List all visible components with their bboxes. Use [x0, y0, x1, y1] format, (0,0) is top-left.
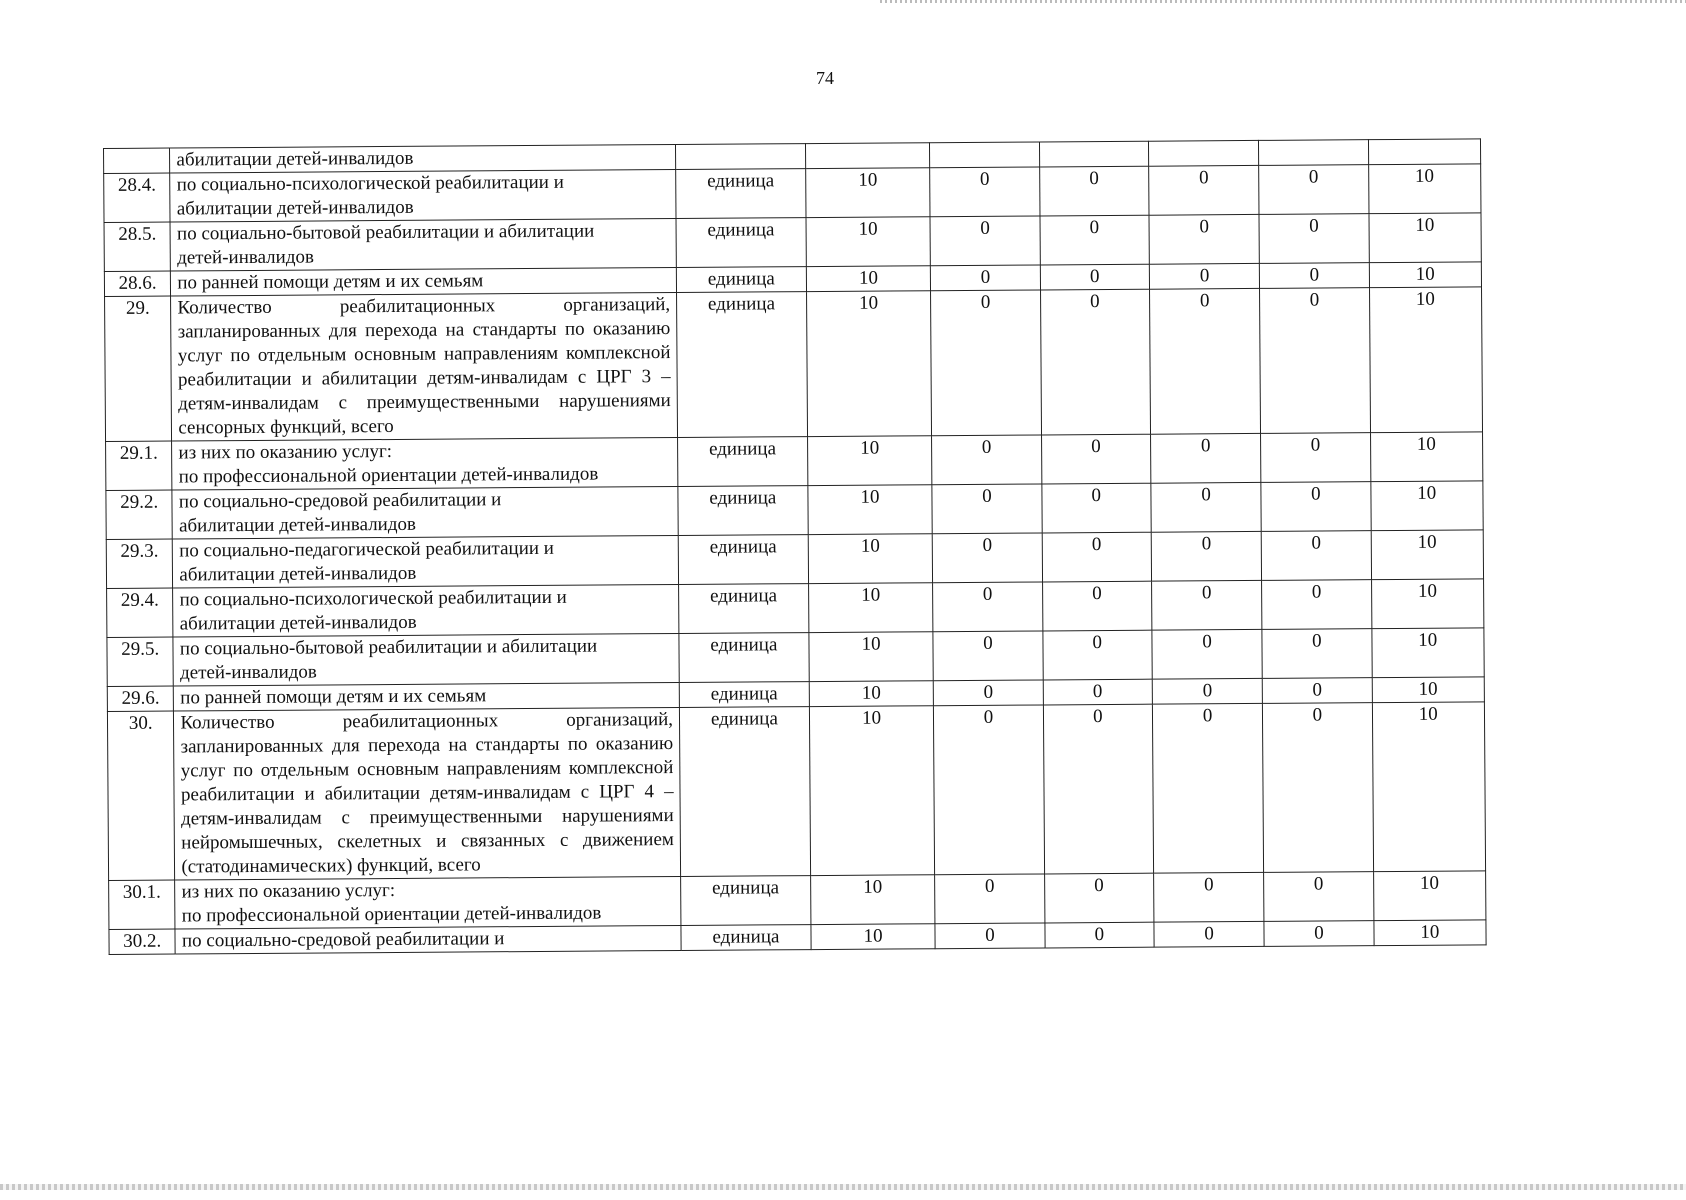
row-value-6: 10 [1369, 213, 1482, 263]
description-line: по ранней помощи детям и их семьям [180, 685, 487, 709]
row-value-3: 0 [1040, 215, 1150, 265]
row-value-3: 0 [1042, 483, 1152, 533]
row-value-4: 0 [1151, 482, 1262, 532]
row-value-2: 0 [933, 533, 1043, 583]
row-value-6: 10 [1372, 677, 1485, 703]
row-value-1: 10 [809, 706, 935, 876]
row-value-3: 0 [1043, 630, 1153, 680]
row-value-6: 10 [1370, 481, 1483, 531]
row-unit: единица [678, 486, 808, 536]
row-value-5: 0 [1262, 678, 1371, 704]
row-value-1: 10 [805, 168, 930, 218]
row-description [174, 707, 681, 880]
row-value-5: 0 [1264, 872, 1374, 922]
row-value-5: 0 [1262, 580, 1372, 630]
description-line: детей-инвалидов [177, 246, 315, 269]
table-row [105, 287, 1483, 442]
row-number: 29.4. [107, 588, 174, 637]
row-value-2: 0 [934, 680, 1043, 706]
row-number: 30.2. [109, 929, 176, 954]
scan-edge-bottom [0, 1184, 1686, 1190]
row-value-5: 0 [1259, 214, 1369, 264]
row-value-5: 0 [1261, 433, 1371, 483]
row-value-2 [930, 142, 1039, 168]
row-value-3: 0 [1040, 264, 1149, 290]
row-description [175, 925, 681, 954]
row-value-3: 0 [1044, 873, 1154, 923]
row-value-1: 10 [809, 632, 934, 682]
page-number: 74 [816, 68, 834, 88]
table-body [104, 139, 1487, 955]
row-number: 29.1. [106, 441, 173, 490]
description-line: по социально-психологической реабилитации и [176, 171, 564, 196]
row-description [172, 437, 678, 490]
description-line: Количество реабилитационных организаций, запланированных для перехода на стандарты по оказанию услуг по отдельным основным направлениям комплексной реабилитации и абилитации детям-инвалидам с ЦРГ 3 – детям-инвалидам с преимущественными нарушениями сенсорных функций, всего [177, 294, 671, 439]
row-value-1: 10 [808, 534, 933, 584]
description-line: из них по оказанию услуг: [181, 879, 396, 903]
description-line: Количество реабилитационных организаций, запланированных для перехода на стандарты по оказанию услуг по отдельным основным направлениям комплексной реабилитации и абилитации детям-инвалидам с ЦРГ 4 – детям-инвалидам с преимущественными нарушениями нейромышечных, скелетных и связанных с движением (статодинамических) функций, всего [180, 709, 674, 878]
row-value-2: 0 [932, 484, 1042, 534]
row-number: 30. [107, 711, 175, 880]
row-value-4: 0 [1150, 433, 1261, 483]
row-value-5: 0 [1260, 288, 1370, 434]
row-value-6: 10 [1370, 432, 1483, 482]
row-unit: единица [677, 292, 808, 438]
row-description [173, 584, 679, 637]
row-value-3: 0 [1040, 289, 1150, 435]
row-value-2: 0 [931, 265, 1040, 291]
description-line: по социально-средовой реабилитации и [181, 928, 505, 952]
row-value-4: 0 [1152, 580, 1263, 630]
row-value-3: 0 [1042, 581, 1152, 631]
row-value-6: 10 [1372, 702, 1486, 872]
row-value-4: 0 [1154, 872, 1265, 922]
row-value-3: 0 [1043, 704, 1153, 874]
description-line: абилитации детей-инвалидов [179, 611, 417, 635]
row-description [173, 633, 679, 686]
row-unit: единица [678, 535, 808, 585]
description-line: по социально-бытовой реабилитации и абилитации [176, 220, 595, 245]
row-value-5 [1259, 140, 1368, 166]
row-value-1: 10 [806, 217, 931, 267]
row-value-3: 0 [1045, 922, 1154, 948]
row-value-1 [805, 143, 930, 169]
row-value-3: 0 [1042, 532, 1152, 582]
data-table [103, 138, 1487, 955]
row-description [172, 486, 678, 539]
row-unit: единица [678, 437, 808, 487]
row-value-2: 0 [932, 435, 1042, 485]
row-value-1: 10 [810, 875, 935, 925]
description-line: абилитации детей-инвалидов [179, 562, 417, 586]
row-value-6: 10 [1369, 262, 1482, 288]
row-unit: единица [681, 925, 811, 951]
row-value-6 [1368, 139, 1481, 165]
row-description [171, 268, 677, 297]
description-line: из них по оказанию услуг: [178, 440, 393, 464]
row-number: 28.6. [104, 271, 171, 296]
row-value-5: 0 [1262, 629, 1372, 679]
row-value-2: 0 [934, 705, 1044, 875]
row-value-6: 10 [1371, 579, 1484, 629]
row-value-2: 0 [935, 923, 1044, 949]
description-line: по ранней помощи детям и их семьям [177, 270, 484, 294]
row-value-5: 0 [1261, 531, 1371, 581]
row-number: 29.6. [107, 686, 174, 711]
row-value-3: 0 [1041, 434, 1151, 484]
row-value-2: 0 [931, 290, 1041, 436]
row-value-4 [1148, 140, 1258, 166]
description-line: по профессиональной ориентации детей-инвалидов [178, 463, 599, 488]
row-unit: единица [679, 584, 809, 634]
row-value-2: 0 [930, 216, 1040, 266]
row-description [173, 535, 679, 588]
row-value-4: 0 [1149, 214, 1260, 264]
row-value-1: 10 [806, 266, 931, 292]
row-value-1: 10 [808, 583, 933, 633]
row-value-5: 0 [1264, 921, 1373, 947]
row-unit: единица [679, 633, 809, 683]
description-line: абилитации детей-инвалидов [178, 513, 417, 537]
row-value-1: 10 [811, 924, 936, 950]
row-value-6: 10 [1373, 920, 1486, 946]
row-value-5: 0 [1259, 165, 1369, 215]
description-line: абилитации детей-инвалидов [176, 196, 414, 220]
row-value-4: 0 [1152, 629, 1263, 679]
row-value-2: 0 [933, 631, 1043, 681]
row-value-5: 0 [1263, 703, 1373, 873]
description-line: по профессиональной ориентации детей-инвалидов [181, 902, 602, 927]
row-value-2: 0 [930, 167, 1040, 217]
row-number [104, 148, 171, 173]
row-value-6: 10 [1373, 871, 1486, 921]
row-value-5: 0 [1261, 482, 1371, 532]
row-value-4: 0 [1149, 263, 1259, 289]
row-description [170, 219, 676, 272]
description-line: по социально-средовой реабилитации и [178, 489, 502, 513]
row-value-4: 0 [1151, 531, 1262, 581]
row-value-4: 0 [1154, 921, 1264, 947]
row-unit: единица [676, 267, 806, 293]
row-number: 29.3. [106, 539, 173, 588]
row-value-2: 0 [935, 874, 1045, 924]
table-row [107, 702, 1485, 881]
row-number: 29.2. [106, 490, 173, 539]
description-line: по социально-психологической реабилитации и [179, 586, 567, 611]
row-description [170, 170, 676, 223]
row-value-6: 10 [1371, 530, 1484, 580]
row-number: 29. [105, 296, 172, 441]
row-unit: единица [676, 218, 806, 268]
row-value-1: 10 [809, 681, 934, 707]
row-value-1: 10 [807, 436, 932, 486]
row-description [171, 292, 678, 441]
row-value-1: 10 [806, 291, 932, 437]
row-unit: единица [681, 876, 811, 926]
row-value-1: 10 [808, 485, 933, 535]
description-line: по социально-бытовой реабилитации и абилитации [179, 635, 598, 660]
row-unit: единица [676, 169, 806, 219]
description-line: по социально-педагогической реабилитации и [179, 537, 554, 562]
row-value-4: 0 [1149, 165, 1260, 215]
row-unit: единица [679, 682, 809, 708]
row-value-6: 10 [1371, 628, 1484, 678]
description-line: абилитации детей-инвалидов [176, 147, 414, 171]
row-value-4: 0 [1149, 288, 1260, 434]
row-value-4: 0 [1152, 678, 1262, 704]
row-value-5: 0 [1260, 263, 1369, 289]
row-value-6: 10 [1369, 287, 1482, 433]
row-value-6: 10 [1368, 164, 1481, 214]
row-value-3: 0 [1043, 679, 1152, 705]
row-value-2: 0 [933, 582, 1043, 632]
row-number: 29.5. [107, 637, 174, 686]
scan-edge-top [880, 0, 1686, 3]
row-unit [676, 144, 806, 170]
row-description [174, 682, 680, 711]
description-line: детей-инвалидов [179, 661, 317, 684]
row-unit: единица [679, 707, 810, 877]
row-number: 28.4. [104, 173, 171, 222]
row-description [170, 145, 676, 174]
row-number: 30.1. [109, 880, 176, 929]
row-number: 28.5. [104, 222, 171, 271]
row-value-4: 0 [1152, 703, 1263, 873]
row-description [175, 876, 681, 929]
row-value-3 [1039, 141, 1148, 167]
row-value-3: 0 [1039, 166, 1149, 216]
